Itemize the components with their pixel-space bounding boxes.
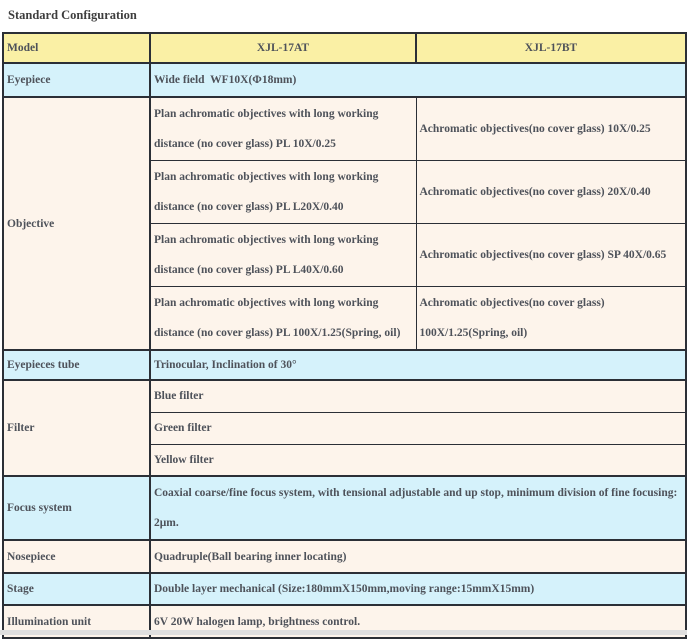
- nosepiece-label-cell: Nosepiece: [3, 540, 150, 573]
- filter-label-cell: Filter: [3, 380, 150, 476]
- row-nosepiece: [3, 540, 686, 573]
- filter-option-cell: Blue filter: [150, 380, 686, 412]
- focus-system-value-cell: Coaxial coarse/fine focus system, with tensional adjustable and up stop, minimum division of fine focusing: 2μm.: [150, 476, 686, 540]
- row-stage: [3, 573, 686, 605]
- row-eyepieces-tube: [3, 350, 686, 380]
- objective-b-cell: Achromatic objectives(no cover glass) SP 40X/0.65: [416, 224, 686, 287]
- objective-label-cell: Objective: [3, 97, 150, 350]
- row-focus-system: [3, 476, 686, 540]
- focus-system-label-cell: Focus system: [3, 476, 150, 540]
- stage-label-cell: Stage: [3, 573, 150, 605]
- filter-option-cell: Green filter: [150, 412, 686, 444]
- stage-value-cell: Double layer mechanical (Size:180mmX150mm,moving range:15mmX15mm): [150, 573, 686, 605]
- model-a-header-cell: XJL-17AT: [150, 33, 416, 63]
- row-objective-1: [3, 97, 686, 161]
- model-label-cell: Model: [3, 33, 150, 63]
- objective-a-cell: Plan achromatic objectives with long working distance (no cover glass) PL 10X/0.25: [150, 97, 416, 161]
- objective-a-cell: Plan achromatic objectives with long working distance (no cover glass) PL L20X/0.40: [150, 161, 416, 224]
- objective-a-cell: Plan achromatic objectives with long working distance (no cover glass) PL 100X/1.25(Spring, oil): [150, 287, 416, 351]
- page-title: Standard Configuration: [8, 8, 137, 22]
- filter-option-cell: Yellow filter: [150, 444, 686, 476]
- page-bottom-strip: [0, 630, 687, 635]
- illumination-label-cell: Illumination unit: [3, 605, 150, 638]
- row-filter-1: [3, 380, 686, 412]
- row-eyepiece: [3, 63, 686, 97]
- objective-b-cell: Achromatic objectives(no cover glass) 10X/0.25: [416, 97, 686, 161]
- row-model: [3, 33, 686, 63]
- eyepieces-tube-value-cell: Trinocular, Inclination of 30°: [150, 350, 686, 380]
- model-b-header-cell: XJL-17BT: [416, 33, 686, 63]
- eyepiece-label-cell: Eyepiece: [3, 63, 150, 97]
- objective-b-cell: Achromatic objectives(no cover glass) 20X/0.40: [416, 161, 686, 224]
- eyepiece-value-cell: Wide field WF10X(Φ18mm): [150, 63, 686, 97]
- nosepiece-value-cell: Quadruple(Ball bearing inner locating): [150, 540, 686, 573]
- eyepieces-tube-label-cell: Eyepieces tube: [3, 350, 150, 380]
- objective-a-cell: Plan achromatic objectives with long working distance (no cover glass) PL L40X/0.60: [150, 224, 416, 287]
- illumination-value-cell: 6V 20W halogen lamp, brightness control.: [150, 605, 686, 638]
- objective-b-cell: Achromatic objectives(no cover glass) 100X/1.25(Spring, oil): [416, 287, 686, 351]
- spec-table: [2, 32, 687, 639]
